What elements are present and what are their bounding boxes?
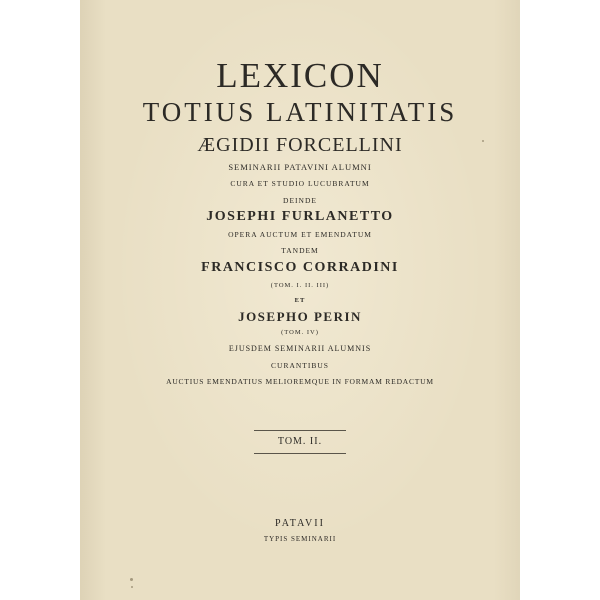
perin-tomes: (TOM. IV) (281, 329, 319, 336)
imprint-printer: TYPIS SEMINARII (263, 535, 337, 543)
volume-rule-bottom (254, 453, 346, 454)
book-title: LEXICON (216, 56, 384, 95)
paper-speck (130, 578, 133, 581)
volume-rule-top (254, 430, 346, 431)
title-page (80, 0, 520, 600)
volume-number: TOM. II. (277, 436, 323, 447)
et-line: ET (294, 297, 306, 304)
editor-furlanetto: JOSEPHI FURLANETTO (206, 209, 394, 224)
editor-corradini: FRANCISCO CORRADINI (201, 260, 399, 275)
editor-perin: JOSEPHO PERIN (238, 309, 362, 324)
tandem-line: TANDEM (281, 246, 319, 255)
cura-line: CURA ET STUDIO LUCUBRATUM (230, 179, 370, 188)
book-subtitle: TOTIUS LATINITATIS (142, 97, 458, 127)
deinde-line: DEINDE (283, 196, 317, 205)
paper-speck (131, 586, 133, 588)
author-name: ÆGIDII FORCELLINI (197, 134, 403, 156)
paper-speck (482, 140, 484, 142)
author-description: SEMINARII PATAVINI ALUMNI (228, 162, 372, 172)
imprint-place: PATAVII (275, 518, 325, 529)
ejusdem-line: EJUSDEM SEMINARII ALUMNIS (228, 344, 372, 353)
opera-line: OPERA AUCTUM ET EMENDATUM (228, 230, 372, 239)
auctius-line: AUCTIUS EMENDATIUS MELIOREMQUE IN FORMAM REDACTUM (166, 377, 434, 386)
curantibus-line: CURANTIBUS (271, 361, 329, 370)
corradini-tomes: (TOM. I. II. III) (270, 282, 330, 289)
